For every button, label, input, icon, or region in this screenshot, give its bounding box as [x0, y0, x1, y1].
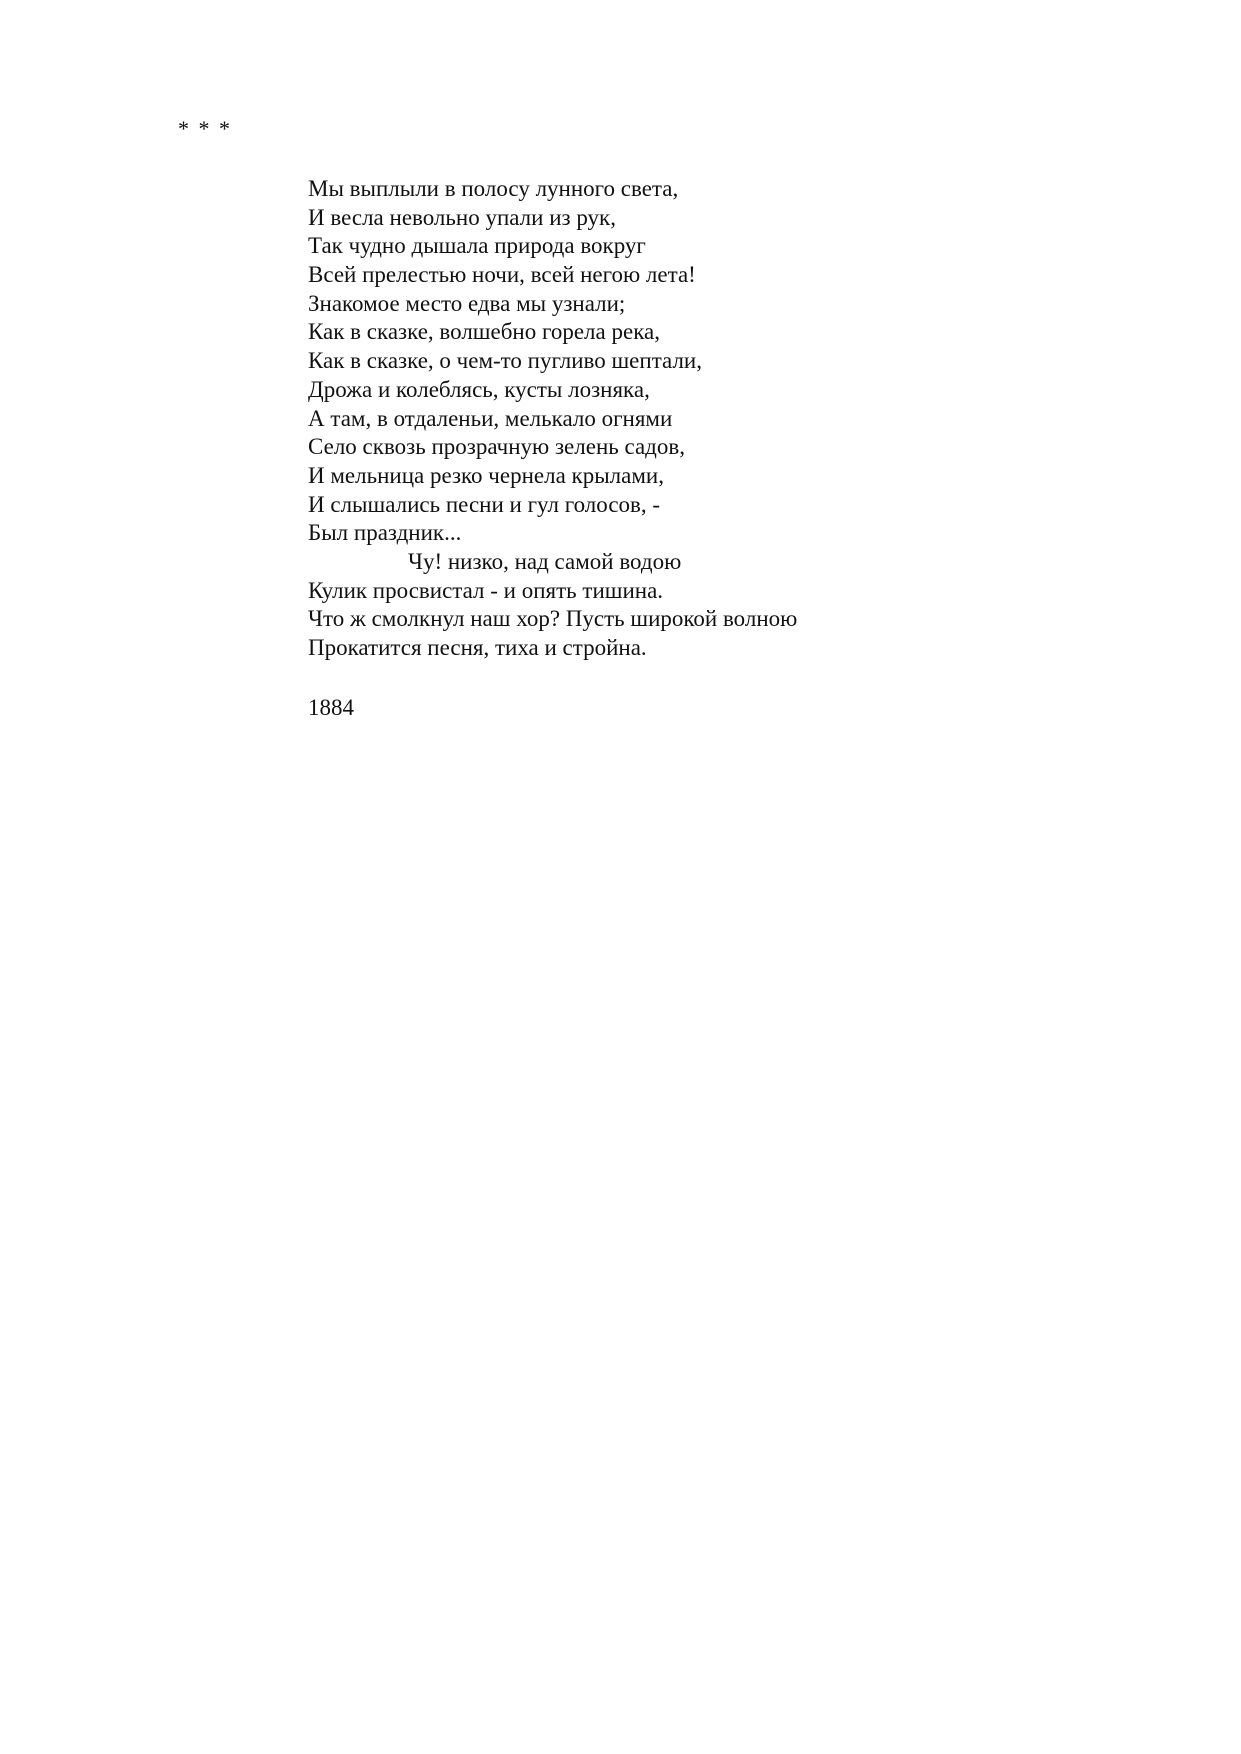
poem-line: Как в сказке, о чем-то пугливо шептали, — [308, 348, 702, 374]
poem-line: Что ж смолкнул наш хор? Пусть широкой волною — [308, 606, 798, 632]
poem-line: Кулик просвистал - и опять тишина. — [308, 577, 664, 603]
poem-line: Прокатится песня, тиха и стройна. — [308, 635, 647, 660]
poem-line-indented: Чу! низко, над самой водою — [408, 548, 682, 574]
poem-line: Мы выплыли в полосу лунного света, — [308, 176, 679, 201]
poem-line: Дрожа и колеблясь, кусты лозняка, — [308, 376, 650, 402]
poem-line: Село сквозь прозрачную зелень садов, — [308, 434, 685, 460]
poem-line: Знакомое место едва мы узнали; — [308, 290, 626, 316]
poem-line: Был праздник... — [308, 520, 462, 546]
poem-heading: * * * — [178, 116, 232, 141]
poem-line: А там, в отдаленьи, мелькало огнями — [308, 405, 673, 431]
poem-line: И весла невольно упали из рук, — [308, 204, 616, 230]
poem-line: Всей прелестью ночи, всей негою лета! — [308, 262, 696, 288]
poem-line: И мельница резко чернела крылами, — [308, 462, 664, 488]
poem-line: И слышались песни и гул голосов, - — [308, 491, 661, 517]
poem-line: Как в сказке, волшебно горела река, — [308, 319, 660, 345]
poem-body — [308, 175, 797, 663]
poem-line: Так чудно дышала природа вокруг — [308, 233, 646, 259]
poem-year: 1884 — [308, 695, 354, 720]
